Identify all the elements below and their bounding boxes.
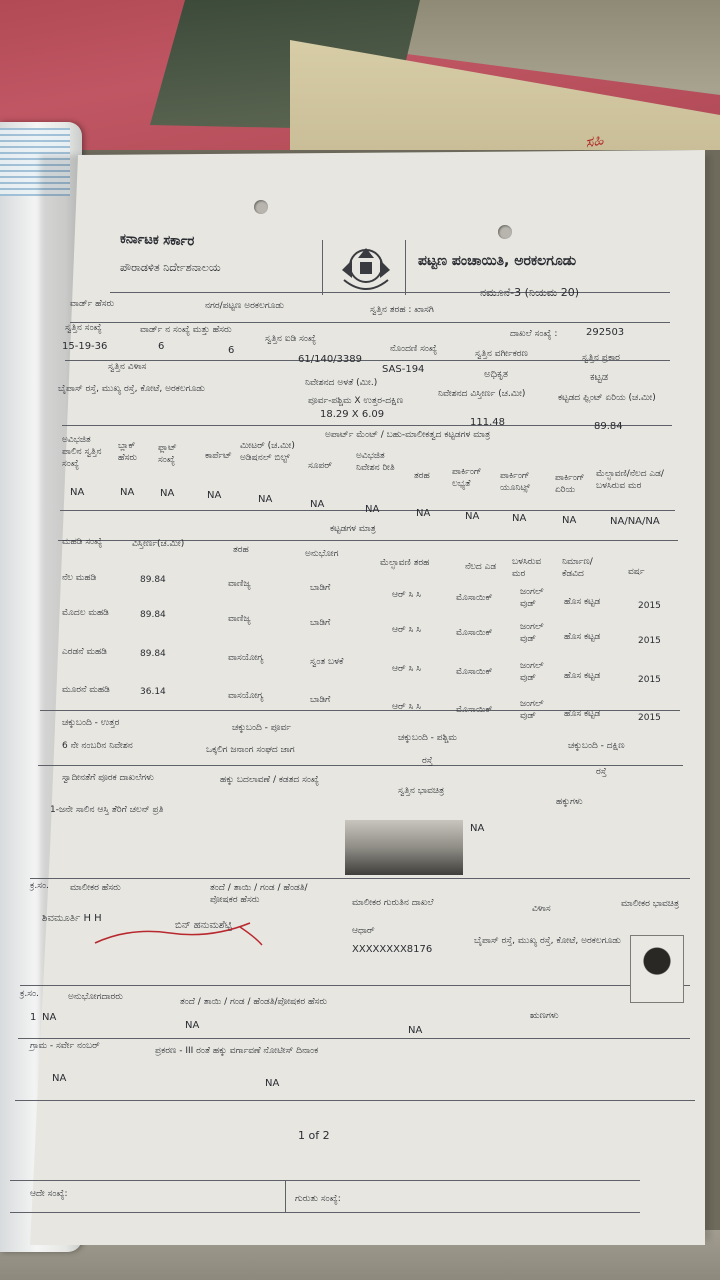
ward-name: 6: [228, 345, 235, 356]
apartment-value: NA: [70, 487, 85, 498]
property-no-label: ಸ್ವತ್ತಿನ ಸಂಖ್ಯೆ: [65, 323, 102, 333]
building-cell-kind: ವಾಸಯೋಗ್ಯ: [228, 653, 264, 663]
mutation-notice-label: ಪ್ರಕರಣ - III ರಂತೆ ಹಕ್ಕು ವರ್ಗಾವಣೆ ನೋಟೀಸ್ ದಿನಾಂಕ: [155, 1046, 319, 1056]
occupant-relation-header: ತಂದೆ / ತಾಯಿ / ಗಂಡ / ಹೆಂಡತಿ/ಪೋಷಕರ ಹೆಸರು: [180, 997, 327, 1007]
registration-number: SAS-194: [382, 364, 425, 375]
building-cell-floor: ಮೂರನೆ ಮಹಡಿ: [62, 685, 110, 695]
owner-id-header: ಮಾಲೀಕರ ಗುರುತಿನ ದಾಖಲೆ: [352, 898, 434, 908]
plinth-area-label: ಕಟ್ಟಡದ ಫ್ಲಿಂಟ್ ಏರಿಯ (ಚ.ಮೀ): [558, 393, 656, 403]
apartment-value: NA: [120, 487, 135, 498]
line-owner-bottom: [20, 985, 690, 986]
owner-photo: [630, 935, 684, 1003]
occupant-no-header: ಕ್ರ.ಸಂ.: [20, 989, 39, 999]
building-cell-flooring: ಮೊಸಾಯಿಕ್: [456, 628, 493, 638]
building-header: ಮಹಡಿ ಸಂಖ್ಯೆ: [62, 537, 103, 547]
line-footer-bottom: [10, 1212, 640, 1213]
line-boundaries-bottom: [38, 765, 683, 766]
apartment-header: ಬ್ಲಾಕ್ ಹೆಸರು: [118, 441, 137, 463]
building-header: ವರ್ಷ: [628, 567, 645, 577]
building-cell-wood: ಜಂಗಲ್ ವುಡ್: [520, 622, 544, 644]
property-photo: [345, 820, 463, 875]
apartment-value: NA: [258, 494, 273, 505]
apartment-value: NA: [512, 513, 527, 524]
survey-no-label: ಗ್ರಾಮ - ಸರ್ವೇ ನಂಬರ್: [30, 1041, 100, 1051]
apartment-header: ಫ್ಲಾಟ್ ಸಂಖ್ಯೆ: [158, 443, 177, 465]
building-cell-flooring: ಮೊಸಾಯಿಕ್: [456, 593, 493, 603]
ward-number: 6: [158, 341, 165, 352]
building-cell-roof: ಆರ್ ಸಿ ಸಿ: [392, 702, 421, 712]
building-header: ನೆಲದ ಎಡ: [465, 562, 497, 572]
line-info-1: [70, 322, 670, 323]
building-cell-use: ಬಾಡಿಗೆ: [310, 618, 331, 628]
line-seal-right: [405, 240, 406, 295]
apartment-value: NA/NA/NA: [610, 516, 660, 527]
encumbrance-value: NA: [408, 1025, 423, 1036]
address-label: ಸ್ವತ್ತಿನ ವಿಳಾಸ: [108, 362, 147, 372]
building-cell-year: 2015: [638, 636, 661, 646]
apartment-header: ಅವಿಭಜಿತ ಪಾಲಿನ ಸ್ವತ್ತಿನ ಸಂಖ್ಯೆ: [62, 435, 102, 469]
boundary-west: ರಸ್ತೆ: [422, 756, 433, 766]
building-cell-wood: ಜಂಗಲ್ ವುಡ್: [520, 699, 544, 721]
building-cell-floor: ಮೊದಲ ಮಹಡಿ: [62, 608, 109, 618]
owner-relation: ಬಿನ್ ಹನುಮಶೆಟ್ಟಿ: [175, 920, 233, 931]
building-cell-kind: ವಾಣಿಜ್ಯ: [228, 579, 251, 589]
building-header: ವಿಸ್ತೀರ್ಣ(ಚ.ಮೀ): [132, 539, 185, 549]
line-info-2: [65, 360, 670, 361]
apartment-header: ಪಾರ್ಕಿಂಗ್ ಏರಿಯ: [555, 473, 585, 495]
boundary-north-label: ಚಕ್ಕುಬಂದಿ - ಉತ್ತರ: [62, 718, 120, 728]
apartment-value: NA: [160, 488, 175, 499]
line-footer-top: [10, 1180, 640, 1181]
punch-hole-right: [498, 225, 512, 239]
ward-name-label: ವಾರ್ಡ್ ಹೆಸರು: [70, 299, 115, 309]
site-area: 111.48: [470, 417, 505, 428]
owner-name-header: ಮಾಲೀಕರ ಹೆಸರು: [70, 883, 121, 893]
property-kind-label: ಸ್ವತ್ತಿನ ತರಹ : ಖಾಸಗಿ: [370, 305, 434, 315]
building-cell-status: ಹೊಸ ಕಟ್ಟಡ: [564, 632, 601, 642]
property-photo-label: ಸ್ವತ್ತಿನ ಭಾವಚಿತ್ರ: [398, 786, 445, 796]
registration-no-label: ನೊಂದಣಿ ಸಂಖ್ಯೆ: [390, 344, 438, 354]
apartment-value: NA: [562, 515, 577, 526]
apartment-header: ಮೀಟರ್ (ಚ.ಮೀ) ಅಡಿಷನಲ್ ಬಿಲ್ಟ್: [240, 441, 295, 463]
building-cell-use: ಬಾಡಿಗೆ: [310, 695, 331, 705]
page-number: 1 of 2: [298, 1129, 330, 1142]
owner-name: ಶಿವಮೂರ್ತಿ H H: [42, 913, 102, 924]
building-header: ನಿರ್ಮಾಣ/ ಕೆಡವಿದ: [562, 557, 593, 579]
building-cell-area: 36.14: [140, 687, 166, 697]
building-cell-use: ಸ್ವಂತ ಬಳಕೆ: [310, 657, 344, 667]
building-cell-roof: ಆರ್ ಸಿ ಸಿ: [392, 590, 421, 600]
apartment-header: ಪಾರ್ಕಿಂಗ್ ಲಭ್ಯತೆ: [452, 467, 482, 489]
survey-no-value: NA: [52, 1073, 67, 1084]
plinth-area: 89.84: [594, 421, 623, 432]
occupant-name-header: ಅನುಭೋಗದಾರರು: [68, 992, 123, 1002]
apartment-value: NA: [365, 504, 380, 515]
building-cell-area: 89.84: [140, 575, 166, 585]
apartment-value: NA: [416, 508, 431, 519]
punch-hole-left: [254, 200, 268, 214]
line-docs-bottom: [30, 878, 690, 879]
boundary-east-label: ಚಕ್ಕುಬಂದಿ - ಪೂರ್ವ: [232, 723, 291, 733]
building-cell-status: ಹೊಸ ಕಟ್ಟಡ: [564, 671, 601, 681]
apartment-value: NA: [465, 511, 480, 522]
boundary-east: ಒಕ್ಕಲಿಗ ಜನಾಂಗ ಸಂಘದ ಜಾಗ: [206, 745, 295, 755]
owner-photo-header: ಮಾಲೀಕರ ಭಾವಚಿತ್ರ: [620, 899, 680, 909]
building-header: ಅನುಭೋಗ: [305, 549, 339, 559]
mutation-file-label: ಹಕ್ಕು ಬದಲಾವಣೆ / ಕಡತದ ಸಂಖ್ಯೆ: [220, 775, 320, 785]
property-id-label: ಸ್ವತ್ತಿನ ಐಡಿ ಸಂಖ್ಯೆ: [265, 334, 317, 344]
building-cell-status: ಹೊಸ ಕಟ್ಟಡ: [564, 709, 601, 719]
boundary-west-label: ಚಕ್ಕುಬಂದಿ - ಪಶ್ಚಿಮ: [398, 733, 457, 743]
classification-label: ಸ್ವತ್ತಿನ ವರ್ಗೀಕರಣ: [475, 349, 528, 359]
identity-number-label: ಗುರುತು ಸಂಖ್ಯೆ:: [295, 1194, 341, 1204]
occupant-name: NA: [42, 1012, 57, 1023]
govt-title: ಕರ್ನಾಟಕ ಸರ್ಕಾರ: [119, 231, 195, 250]
building-cell-year: 2015: [638, 713, 661, 723]
apartment-header: ಸೂಪರ್: [308, 461, 332, 471]
owner-relation-header: ತಂದೆ / ತಾಯಿ / ಗಂಡ / ಹೆಂಡತಿ/ಪೋಷಕರ ಹೆಸರು: [210, 883, 308, 905]
property-address: ಬೈಪಾಸ್ ರಸ್ತೆ, ಮುಖ್ಯ ರಸ್ತೆ, ಕೋಟೆ, ಅರಕಲಗೂಡು: [58, 384, 205, 394]
tax-challan-label: 1-ಜನೇ ಸಾಲಿನ ಆಸ್ತಿ ತೆರಿಗೆ ಚಲನ್ ಪ್ರತಿ: [50, 805, 164, 815]
line-footer-divider: [285, 1180, 286, 1212]
town-label: ನಗರ/ಪಟ್ಟಣ ಅರಕಲಗೂಡು: [205, 301, 284, 311]
owner-address: ಬೈಪಾಸ್ ರಸ್ತೆ, ಮುಖ್ಯ ರಸ್ತೆ, ಕೋಟೆ, ಅರಕಲಗೂಡು: [474, 936, 621, 946]
building-cell-roof: ಆರ್ ಸಿ ಸಿ: [392, 664, 421, 674]
folder-scribble: ಸಹಿ: [583, 130, 605, 152]
apartment-header: ಕಾರ್ಪೆಟ್: [205, 451, 232, 461]
apartment-header: ಅವಿಭಜಿತ ನಿವೇಶನ ರೀತಿ: [356, 451, 395, 473]
state-emblem-icon: [330, 240, 402, 302]
encumbrance-header: ಋಣಗಳು: [530, 1011, 559, 1021]
site-area-label: ನಿವೇಶನದ ವಿಸ್ತೀರ್ಣ (ಚ.ಮೀ): [438, 389, 526, 399]
line-info-3: [62, 425, 672, 426]
owner-no-header: ಕ್ರ.ಸಂ.: [30, 881, 49, 891]
apartment-value: NA: [310, 499, 325, 510]
document-page: [30, 150, 705, 1245]
directorate-title: ಪೌರಾಡಳಿತ ನಿರ್ದೇಶನಾಲಯ: [120, 261, 221, 274]
line-occupant-bottom: [18, 1038, 690, 1039]
building-cell-kind: ವಾಸಯೋಗ್ಯ: [228, 691, 264, 701]
record-number: 292503: [586, 327, 625, 338]
site-dimension-label: ನಿವೇಶನದ ಅಳತೆ (ಮೀ.): [305, 378, 378, 388]
apartment-header: ತರಹ: [414, 471, 430, 481]
property-number: 15-19-36: [62, 341, 108, 352]
building-cell-flooring: ಮೊಸಾಯಿಕ್: [456, 667, 493, 677]
panchayat-title: ಪಟ್ಟಣ ಪಂಚಾಯಿತಿ, ಅರಕಲಗೂಡು: [418, 253, 577, 269]
owner-address-header: ವಿಳಾಸ: [532, 904, 551, 914]
classification-value: ಅಧಿಕೃತ: [484, 369, 509, 380]
dimension-axes-label: ಪೂರ್ವ-ಪಶ್ಚಿಮ X ಉತ್ತರ-ದಕ್ಷಿಣ: [308, 396, 404, 406]
line-survey-bottom: [15, 1100, 695, 1101]
building-cell-year: 2015: [638, 601, 661, 611]
building-cell-area: 89.84: [140, 610, 166, 620]
owner-id-type: ಆಧಾರ್: [352, 926, 375, 936]
boundary-south: ರಸ್ತೆ: [596, 767, 607, 777]
building-cell-floor: ನೆಲ ಮಹಡಿ: [62, 573, 97, 583]
occupant-relation: NA: [185, 1020, 200, 1031]
building-cell-flooring: ಮೊಸಾಯಿಕ್: [456, 705, 493, 715]
building-cell-status: ಹೊಸ ಕಟ್ಟಡ: [564, 597, 601, 607]
building-cell-use: ಬಾಡಿಗೆ: [310, 583, 331, 593]
ward-no-label: ವಾರ್ಡ್ ನ ಸಂಖ್ಯೆ ಮತ್ತು ಹೆಸರು: [140, 325, 232, 335]
owner-signature-icon: [90, 915, 270, 951]
boundary-north: 6 ನೇ ನಂಬರಿನ ನಿವೇಶನ: [62, 741, 133, 751]
building-section-title: ಕಟ್ಟಡಗಳ ಮಾತ್ರ: [330, 524, 376, 534]
mutation-notice-value: NA: [265, 1078, 280, 1089]
apartment-section-title: ಅಪಾರ್ಟ್ ಮೆಂಟ್ / ಬಹು-ಮಾಲೀಕತ್ವದ ಕಟ್ಟಡಗಳ ಮಾತ್ರ: [325, 430, 491, 440]
boundary-south-label: ಚಕ್ಕುಬಂದಿ - ದಕ್ಷಿಣ: [568, 741, 625, 751]
building-cell-floor: ಎರಡನೆ ಮಹಡಿ: [62, 647, 107, 657]
record-number-label: ದಾಖಲೆ ಸಂಖ್ಯೆ :: [510, 329, 558, 339]
owner-id-number: XXXXXXXX8176: [352, 944, 433, 955]
building-cell-kind: ವಾಣಿಜ್ಯ: [228, 614, 251, 624]
property-type-value: ಕಟ್ಟಡ: [590, 372, 609, 383]
possession-docs-label: ಸ್ವಾದೀನತೆಗೆ ಪೂರಕ ದಾಖಲೆಗಳು: [62, 773, 154, 783]
property-type-label: ಸ್ವತ್ತಿನ ಪ್ರಕಾರ: [582, 353, 620, 363]
apartment-header: ಪಾರ್ಕಿಂಗ್ ಯೂನಿಟ್ಸ್: [500, 471, 531, 493]
line-seal-left: [322, 240, 323, 295]
building-header: ಬಳಸಿರುವ ಮರ: [512, 557, 542, 579]
building-cell-year: 2015: [638, 675, 661, 685]
building-cell-wood: ಜಂಗಲ್ ವುಡ್: [520, 587, 544, 609]
building-cell-roof: ಆರ್ ಸಿ ಸಿ: [392, 625, 421, 635]
apartment-value: NA: [207, 490, 222, 501]
property-photo-na: NA: [470, 823, 485, 834]
order-number-label: ಆದೇ ಸಂಖ್ಯೆ:: [30, 1189, 68, 1199]
building-header: ಮೆಲ್ಛಾವಣಿ ತರಹ: [380, 558, 430, 568]
property-id: 61/140/3389: [298, 354, 362, 365]
rights-label: ಹಕ್ಕುಗಳು: [556, 797, 583, 807]
site-dimension: 18.29 X 6.09: [320, 409, 385, 420]
building-cell-area: 89.84: [140, 649, 166, 659]
form-number: ನಮೂನೆ-3 (ನಿಯಮ 20): [480, 286, 580, 299]
building-cell-wood: ಜಂಗಲ್ ವುಡ್: [520, 661, 544, 683]
building-header: ತರಹ: [233, 545, 249, 555]
apartment-header: ಮೆಲ್ಛಾವಣಿ/ನೆಲದ ಎಡ/ಬಳಸಿರುವ ಮರ: [596, 469, 664, 491]
occupant-number: 1: [30, 1012, 37, 1023]
